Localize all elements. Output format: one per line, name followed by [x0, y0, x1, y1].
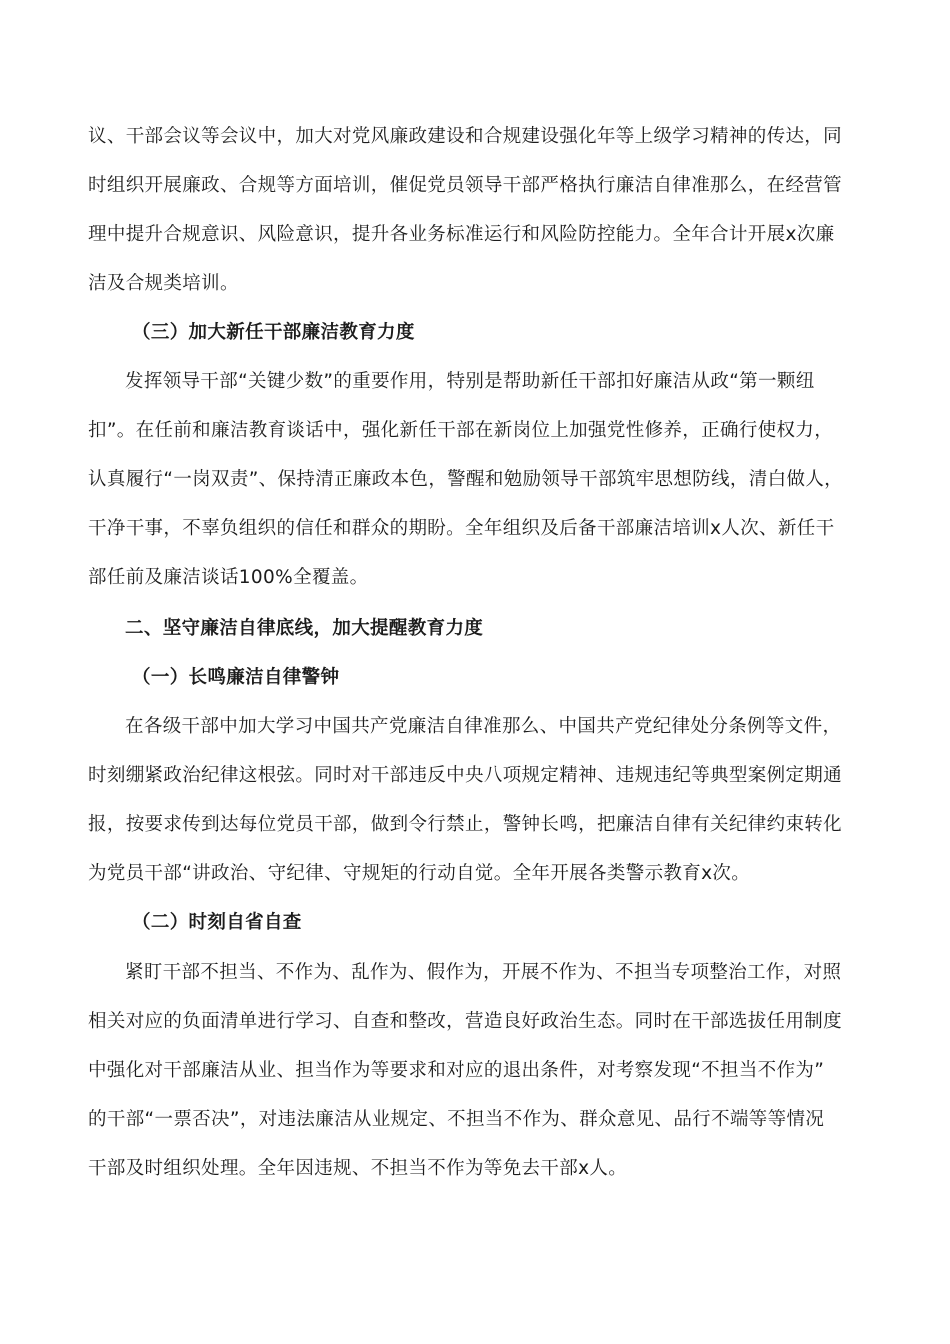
text-line: 为党员干部“讲政治、守纪律、守规矩的行动自觉。全年开展各类警示教育x次。 — [88, 863, 751, 884]
section-heading: （三）加大新任干部廉洁教育力度 — [132, 322, 415, 343]
text-line: 干净干事，不辜负组织的信任和群众的期盼。全年组织及后备干部廉洁培训x人次、新任干 — [88, 518, 835, 539]
text-line: 部任前及廉洁谈话100%全覆盖。 — [88, 567, 369, 588]
text-line: 洁及合规类培训。 — [88, 273, 239, 294]
chapter-heading: 二、坚守廉洁自律底线，加大提醒教育力度 — [125, 618, 484, 639]
text-line: 时组织开展廉政、合规等方面培训，催促党员领导干部严格执行廉洁自律准那么，在经营管 — [88, 175, 843, 196]
text-line: 理中提升合规意识、风险意识，提升各业务标准运行和风险防控能力。全年合计开展x次廉 — [88, 224, 835, 245]
section-heading: （一）长鸣廉洁自律警钟 — [132, 667, 340, 688]
text-line: 认真履行“一岗双责”、保持清正廉政本色，警醒和勉励领导干部筑牢思想防线，清白做人， — [88, 469, 844, 490]
text-line: 议、干部会议等会议中，加大对党风廉政建设和合规建设强化年等上级学习精神的传达，同 — [88, 126, 843, 147]
text-line: 扣”。在任前和廉洁教育谈话中，强化新任干部在新岗位上加强党性修养，正确行使权力， — [88, 420, 834, 441]
section-heading: （二）时刻自省自查 — [132, 912, 302, 933]
text-line: 的干部“一票否决”，对违法廉洁从业规定、不担当不作为、群众意见、品行不端等等情况 — [88, 1109, 825, 1130]
text-line: 在各级干部中加大学习中国共产党廉洁自律准那么、中国共产党纪律处分条例等文件， — [125, 716, 842, 737]
text-line: 报，按要求传到达每位党员干部，做到令行禁止，警钟长鸣，把廉洁自律有关纪律约束转化 — [88, 814, 843, 835]
text-line: 紧盯干部不担当、不作为、乱作为、假作为，开展不作为、不担当专项整治工作，对照 — [125, 962, 842, 983]
text-line: 时刻绷紧政治纪律这根弦。同时对干部违反中央八项规定精神、违规违纪等典型案例定期通 — [88, 765, 843, 786]
text-line: 中强化对干部廉洁从业、担当作为等要求和对应的退出条件，对考察发现“不担当不作为” — [88, 1060, 825, 1081]
text-line: 干部及时组织处理。全年因违规、不担当不作为等免去干部x人。 — [88, 1158, 628, 1179]
text-line: 相关对应的负面清单进行学习、自查和整改，营造良好政治生态。同时在干部选拔任用制度 — [88, 1011, 843, 1032]
text-line: 发挥领导干部“关键少数”的重要作用，特别是帮助新任干部扣好廉洁从政“第一颗纽 — [125, 371, 815, 392]
